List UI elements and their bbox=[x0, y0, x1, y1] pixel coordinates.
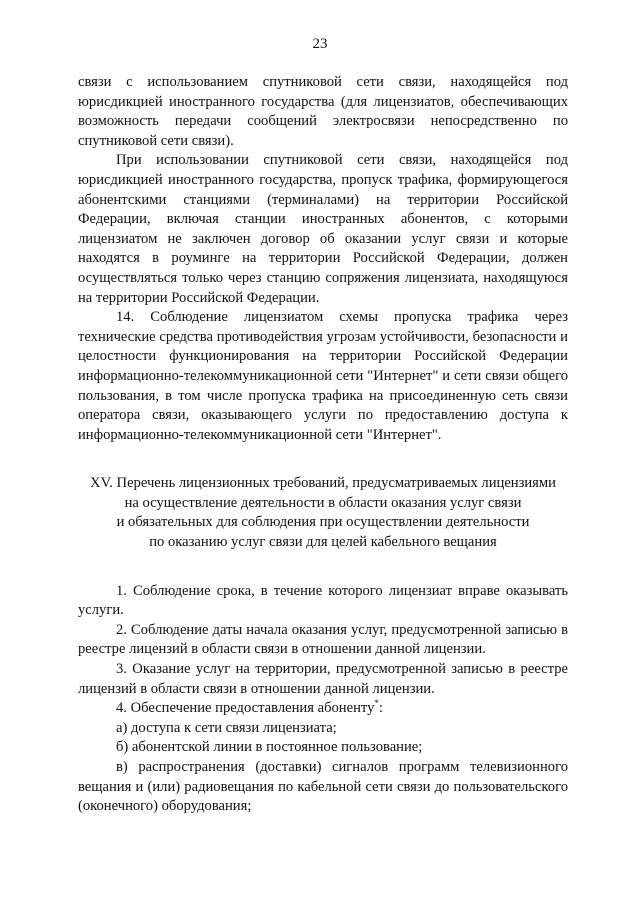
list-item: а) доступа к сети связи лицензиата; bbox=[116, 719, 337, 736]
section-heading bbox=[78, 474, 568, 552]
section-heading-line: XV. Перечень лицензионных требований, предусматриваемых лицензиями bbox=[90, 475, 556, 492]
paragraph: 2. Соблюдение даты начала оказания услуг, предусмотренной записью в реестре лицензий в области связи в отношении данной лицензии. bbox=[78, 621, 568, 658]
section-heading-line: на осуществление деятельности в области оказания услуг связи bbox=[124, 494, 522, 511]
footnote-marker: * bbox=[374, 698, 379, 709]
paragraph-suffix: : bbox=[378, 700, 383, 717]
paragraph: 1. Соблюдение срока, в течение которого лицензиат вправе оказывать услуги. bbox=[78, 582, 568, 619]
section-heading-line: по оказанию услуг связи для целей кабельного вещания bbox=[149, 534, 497, 551]
paragraph: 3. Оказание услуг на территории, предусмотренной записью в реестре лицензий в области связи в отношении данной лицензии. bbox=[78, 661, 568, 697]
list-item: б) абонентской линии в постоянное пользование; bbox=[116, 739, 423, 756]
paragraph bbox=[78, 699, 568, 719]
paragraph: 14. Соблюдение лицензиатом схемы пропуска трафика через технические средства противодействия угрозам устойчивости, безопасности и целостности функционирования на территории Российской Федерации информационно-телекоммуникационной сети "Интернет" и сети связи общего пользования, в том числе пропуска трафика на присоединенную сеть связи оператора связи, оказывающего услуги по предоставлению доступа к информационно-телекоммуникационной сети "Интернет". bbox=[78, 309, 568, 443]
section-heading-line: и обязательных для соблюдения при осуществлении деятельности bbox=[116, 514, 530, 531]
paragraph-text: 4. Обеспечение предоставления абоненту bbox=[116, 700, 375, 717]
document-body bbox=[78, 73, 568, 817]
page-number: 23 bbox=[312, 36, 328, 52]
paragraph: связи с использованием спутниковой сети связи, находящейся под юрисдикцией иностранного государства (для лицензиатов, обеспечивающих возможность передачи сообщений электросвязи непосредственно по спутниковой сети связи). bbox=[78, 74, 568, 149]
paragraph: При использовании спутниковой сети связи, находящейся под юрисдикцией иностранного государства, пропуск трафика, формирующегося абонентскими станциями (терминалами) на территории Российской Федерации, включая станции иностранных абонентов, с которыми лицензиатом не заключен договор об оказании услуг связи и которые находятся в роуминге на территории Российской Федерации, должен осуществляться только через станцию сопряжения лицензиата, находящуюся на территории Российской Федерации. bbox=[78, 152, 568, 306]
list-item: в) распространения (доставки) сигналов программ телевизионного вещания и (или) радиовещания по кабельной сети связи до пользовательского (оконечного) оборудования; bbox=[78, 759, 568, 815]
